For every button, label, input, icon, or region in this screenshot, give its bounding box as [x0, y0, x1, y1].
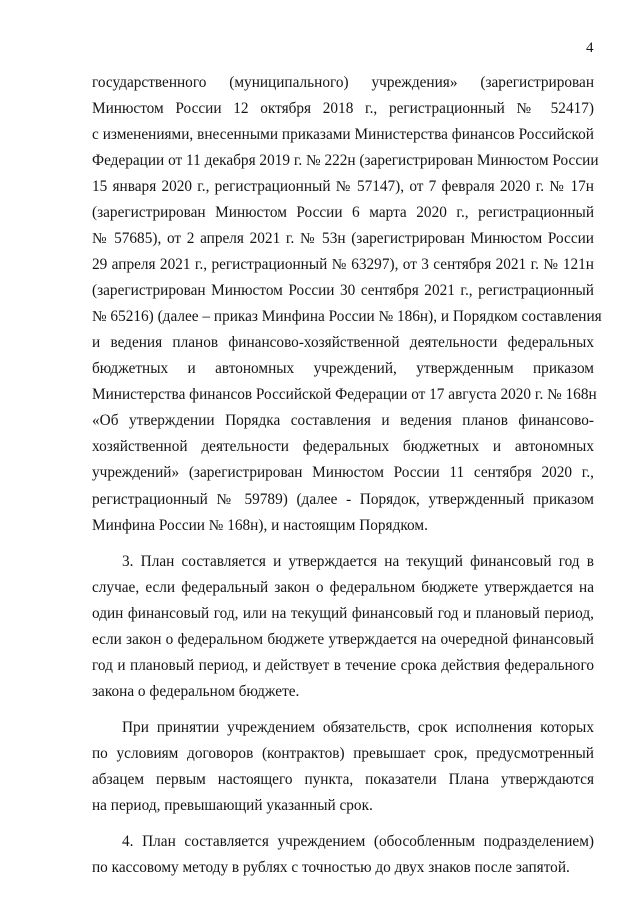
page-number: 4 — [586, 40, 594, 56]
text-line: Минюстом России 12 октября 2018 г., регистрационный № 52417) — [92, 100, 594, 118]
paragraph-item-3 — [92, 549, 594, 705]
text-line: Министерства финансов Российской Федерации от 17 августа 2020 г. № 168н — [92, 386, 597, 404]
text-line: 4. План составляется учреждением (обособленным подразделением) — [122, 832, 594, 850]
document-body — [92, 70, 602, 881]
text-line: государственного (муниципального) учреждения» (зарегистрирован — [92, 74, 594, 91]
text-line: 15 января 2020 г., регистрационный № 57147), от 7 февраля 2020 г. № 17н — [92, 178, 594, 196]
text-line: с изменениями, внесенными приказами Министерства финансов Российской — [92, 126, 594, 144]
paragraph-item-3-continuation — [92, 715, 594, 819]
text-line: № 65216) (далее – приказ Минфина России № 186н), и Порядком составления — [92, 308, 602, 326]
text-line: случае, если федеральный закон о федеральном бюджете утверждается на — [92, 578, 594, 596]
text-line: год и плановый период, и действует в течение срока действия федерального — [92, 656, 594, 674]
text-line: по кассовому методу в рублях с точностью до двух знаков после запятой. — [92, 858, 570, 876]
text-line: Федерации от 11 декабря 2019 г. № 222н (зарегистрирован Минюстом России — [92, 152, 599, 170]
text-line: регистрационный № 59789) (далее - Порядок, утвержденный приказом — [92, 490, 594, 508]
text-line: бюджетных и автономных учреждений, утвержденным приказом — [92, 360, 594, 378]
text-line: (зарегистрирован Минюстом России 6 марта 2020 г., регистрационный — [92, 204, 594, 222]
text-line: на период, превышающий указанный срок. — [92, 796, 373, 814]
text-line: хозяйственной деятельности федеральных бюджетных и автономных — [92, 438, 594, 456]
paragraph-continuation — [92, 70, 602, 539]
text-line: абзацем первым настоящего пункта, показатели Плана утверждаются — [92, 770, 594, 788]
text-line: При принятии учреждением обязательств, срок исполнения которых — [122, 718, 594, 736]
text-line: учреждений» (зарегистрирован Минюстом России 11 сентября 2020 г., — [92, 464, 594, 482]
text-line: один финансовый год, или на текущий финансовый год и плановый период, — [92, 604, 594, 622]
text-line: «Об утверждении Порядка составления и ведения планов финансово- — [92, 412, 594, 430]
text-line: № 57685), от 2 апреля 2021 г. № 53н (зарегистрирован Минюстом России — [92, 230, 594, 248]
text-line: если закон о федеральном бюджете утверждается на очередной финансовый — [92, 630, 594, 648]
text-line: Минфина России № 168н), и настоящим Порядком. — [92, 516, 428, 534]
text-line: закона о федеральном бюджете. — [92, 682, 300, 700]
text-line: (зарегистрирован Минюстом России 30 сентября 2021 г., регистрационный — [92, 282, 594, 300]
text-line: и ведения планов финансово-хозяйственной деятельности федеральных — [92, 334, 594, 352]
text-line: 29 апреля 2021 г., регистрационный № 63297), от 3 сентября 2021 г. № 121н — [92, 256, 594, 274]
text-line: 3. План составляется и утверждается на текущий финансовый год в — [122, 552, 594, 570]
paragraph-item-4 — [92, 829, 594, 881]
text-line: по условиям договоров (контрактов) превышает срок, предусмотренный — [92, 744, 594, 762]
